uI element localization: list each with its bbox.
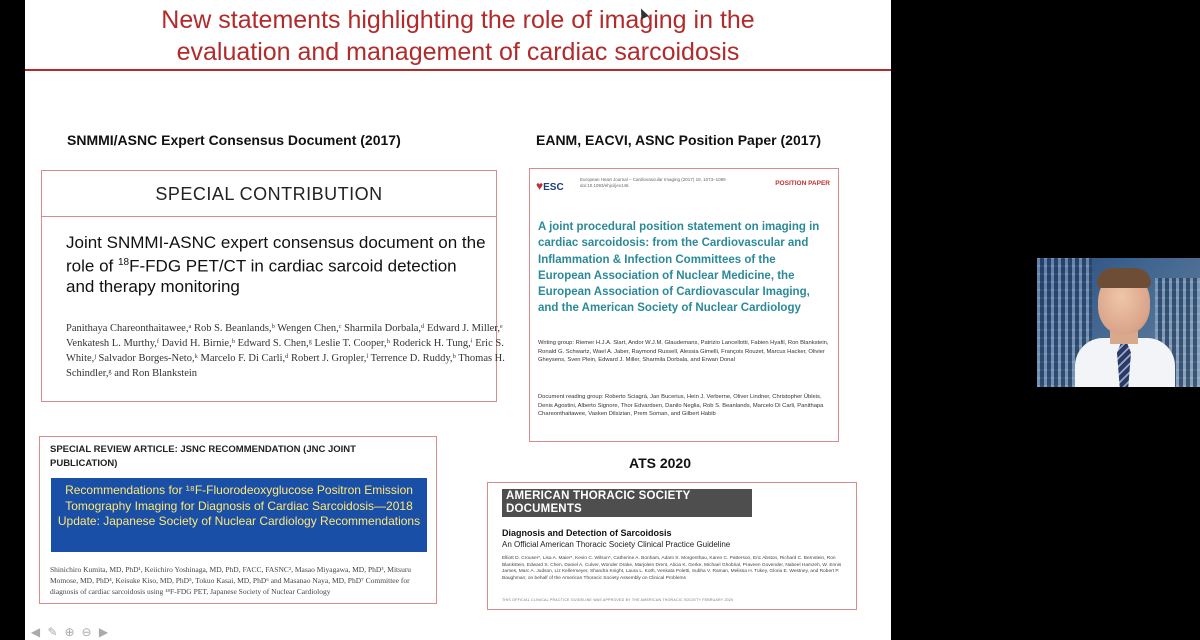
menu-icon[interactable]: ⊖: [81, 624, 92, 639]
jsnc-header: SPECIAL REVIEW ARTICLE: JSNC RECOMMENDATION (JNC JOINT PUBLICATION): [50, 444, 356, 469]
jsnc-title-banner: Recommendations for ¹⁸F-Fluorodeoxyglucose Positron Emission Tomography Imaging for Diagnosis of Cardiac Sarcoidosis—2018 Update: Japanese Society of Nuclear Cardiology Recommendations: [51, 478, 427, 552]
esc-article-card: [529, 168, 839, 442]
speaker-hair: [1097, 268, 1151, 288]
ats-article-subtitle: An Official American Thoracic Society Clinical Practice Guideline: [502, 540, 731, 549]
ats-footer: THIS OFFICIAL CLINICAL PRACTICE GUIDELINE WAS APPROVED BY THE AMERICAN THORACIC SOCIETY FEBRUARY 2020: [502, 598, 734, 602]
ats-article-title: Diagnosis and Detection of Sarcoidosis: [502, 528, 672, 538]
arrow-right-icon[interactable]: ▶: [98, 624, 109, 639]
heart-icon: ♥: [536, 179, 544, 193]
snmmi-heading: SNMMI/ASNC Expert Consensus Document (2017): [67, 132, 401, 148]
title-divider: [25, 69, 891, 71]
pen-icon[interactable]: ✎: [47, 624, 58, 639]
ats-heading: ATS 2020: [629, 455, 691, 471]
eanm-heading: EANM, EACVI, ASNC Position Paper (2017): [536, 132, 821, 148]
speaker-webcam: [1037, 258, 1200, 387]
esc-journal-info: European Heart Journal – Cardiovascular Imaging (2017) 18, 1073–1089 doi:10.1093/ehjci/jex146: [580, 177, 726, 188]
jsnc-authors: Shinichiro Kumita, MD, PhD¹, Keiichiro Yoshinaga, MD, PhD, FACC, FASNC², Masao Miyagawa, MD, PhD³, Mitsuru Momose, MD, PhD⁴, Keisuke Kiso, MD, PhD⁵, Tokuo Kasai, MD, PhD⁶ and Masanao Naya, MD, PhD⁷ Committee for diagnosis of cardiac sarcoidosis using ¹⁸F-FDG PET, Japanese Society of Nuclear Cardiology: [50, 565, 412, 596]
slide-title: New statements highlighting the role of imaging in the evaluation and management of cardiac sarcoidosis: [161, 6, 755, 66]
jsnc-article-card: [39, 436, 437, 604]
ats-article-card: [487, 482, 857, 610]
ats-authors: Elliott D. Crouser*, Lisa A. Maier*, Kevin C. Wilson*, Catherine A. Bonham, Adam S. Morgenthau, Karen C. Patterson, Eric Abston, Richard C. Bernstein, Ron Blankstein, Edward S. Chen, Daniel A. Culver, Wonder Drake, Marjolein Drent, Alicia K. Gerke, Michael Ghobrial, Praveen Govender, Nabeel Hamzeh, W. Ennis James, Marc A. Judson, Liz Kellermeyer, Shandra Knight, Laura L. Koth, Venkata Poletti, Subha V. Raman, Melissa H. Tukey, Gloria E. Westney, and Robert P. Baughman; on behalf of the American Thoracic Society Assembly on Clinical Problems: [502, 556, 842, 581]
zoom-icon[interactable]: ⊕: [64, 624, 75, 639]
slide-nav-toolbar: [29, 624, 110, 640]
presentation-slide: [25, 0, 891, 640]
snmmi-article-card: [41, 170, 505, 402]
snmmi-article-title: Joint SNMMI-ASNC expert consensus document on the role of $^{18}$F-FDG PET/CT in cardiac sarcoid detection and therapy monitoring: [66, 233, 486, 296]
esc-logo: ♥ESC: [536, 179, 564, 193]
arrow-left-icon[interactable]: ◀: [30, 624, 41, 639]
ats-banner: AMERICAN THORACIC SOCIETY DOCUMENTS: [502, 489, 752, 517]
esc-reading-group: Document reading group: Roberto Sciagrà, Jan Bucerius, Hein J. Verberne, Oliver Lindner, Christopher Übleis, Denis Agostini, Alberto Signore, Thor Edvardsen, Danilo Neglia, Rob S. Beanlands, Marcelo Di Carli, Panithapa Chareonthaitawee, Vasken Dilsizian, Prem Soman, and Gilbert Habib: [538, 394, 824, 418]
special-contribution-header: SPECIAL CONTRIBUTION: [42, 171, 496, 217]
position-paper-badge: POSITION PAPER: [775, 180, 830, 187]
esc-writing-group: Writing group: Riemer H.J.A. Slart, Andor W.J.M. Glaudemans, Patrizio Lancellotti, Fabien Hyafil, Ron Blankstein, Ronald G. Schwartz, Wael A. Jaber, Raymond Russell, Alessia Gimelli, François Rouzet, Marcus Hacker, Olivier Gheysens, Sven Plein, Edward J. Miller, Sharmila Dorbala, and Erwan Donal: [538, 340, 829, 364]
snmmi-authors: Panithaya Chareonthaitawee,ᵃ Rob S. Beanlands,ᵇ Wengen Chen,ᶜ Sharmila Dorbala,ᵈ Edward J. Miller,ᵉ Venkatesh L. Murthy,ᶠ David H. Birnie,ᵇ Edward S. Chen,ᵍ Leslie T. Cooper,ʰ Roderick H. Tung,ⁱ Eric S. White,ʲ Salvador Borges-Neto,ᵏ Marcelo F. Di Carli,ᵈ Robert J. Gropler,ˡ Terrence D. Ruddy,ᵇ Thomas H. Schindler,ᵍ and Ron Blankstein: [66, 323, 505, 379]
esc-article-title: A joint procedural position statement on imaging in cardiac sarcoidosis: from the Cardiovascular and Inflammation & Infection Committees of the European Association of Nuclear Medicine, the European Association of Cardiovascular Imaging, and the American Society of Nuclear Cardiology: [538, 221, 820, 315]
